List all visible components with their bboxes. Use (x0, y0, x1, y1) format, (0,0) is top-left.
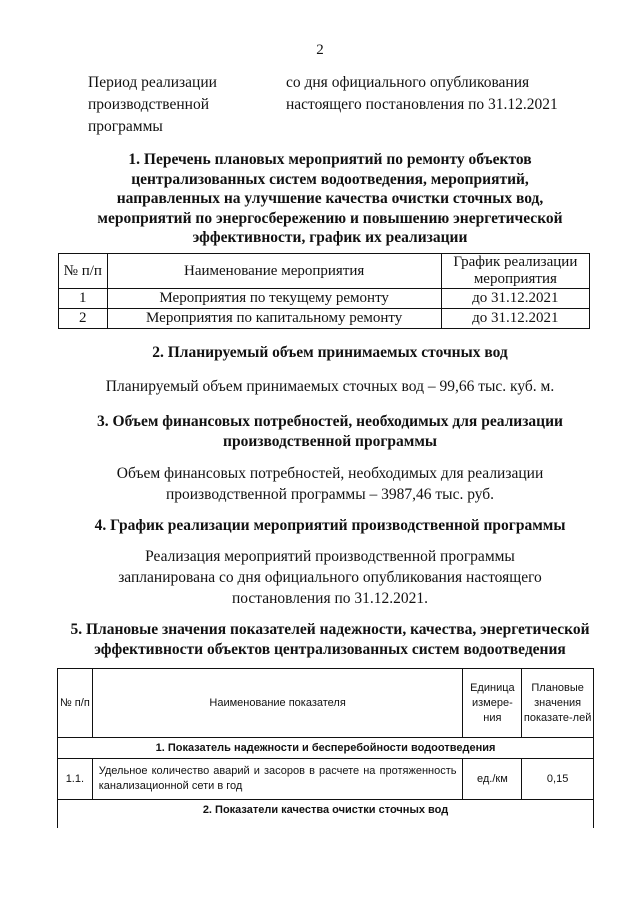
section-4-text: Реализация мероприятий производственной программы запланирована со дня официального опубликования настоящего постановления по 31.12.2021. (118, 548, 542, 607)
row-indicator: Удельное количество аварий и засоров в расчете на протяженность канализационной сети в год (92, 759, 463, 800)
header-number: № п/п (59, 254, 108, 289)
row-measure: Мероприятия по капитальному ремонту (107, 309, 441, 329)
section-5-heading: 5. Плановые значения показателей надежности, качества, энергетической эффективности объектов централизованных систем водоотведения (70, 621, 590, 658)
section-3-text: Объем финансовых потребностей, необходимых для реализации производственной программы – 3987,46 тыс. руб. (116, 465, 544, 503)
section-2-text: Планируемый объем принимаемых сточных вод – 99,66 тыс. куб. м. (105, 378, 555, 395)
header-unit: Единица измере-ния (463, 669, 522, 738)
table-row (59, 289, 590, 309)
row-number: 2 (59, 309, 108, 329)
table-row (58, 759, 594, 800)
row-number: 1.1. (58, 759, 93, 800)
table-header-row (59, 254, 590, 289)
row-measure: Мероприятия по текущему ремонту (107, 289, 441, 309)
section-1-heading: 1. Перечень плановых мероприятий по ремонту объектов централизованных систем водоотведения, мероприятий, направленных на улучшение качества очистки сточных вод, мероприятий по энергосбережению и повышению энергетической эффективности, график их реализации (97, 151, 563, 246)
header-indicator-name: Наименование показателя (92, 669, 463, 738)
row-deadline: до 31.12.2021 (441, 289, 589, 309)
row-number: 1 (59, 289, 108, 309)
table-header-row (58, 669, 594, 738)
measures-table (58, 253, 590, 329)
period-value: со дня официального опубликования настоящего постановления по 31.12.2021 (286, 74, 558, 113)
page-number: 2 (316, 42, 324, 58)
group-row (58, 800, 594, 828)
section-3-heading: 3. Объем финансовых потребностей, необходимых для реализации производственной программы (97, 413, 563, 450)
group-row (58, 738, 594, 759)
header-planned-values: Плановые значения показате-лей (522, 669, 594, 738)
table-row (59, 309, 590, 329)
indicators-table (57, 668, 594, 828)
header-number: № п/п (58, 669, 93, 738)
row-unit: ед./км (463, 759, 522, 800)
row-deadline: до 31.12.2021 (441, 309, 589, 329)
section-4-heading: 4. График реализации мероприятий производственной программы (94, 517, 566, 534)
section-2-heading: 2. Планируемый объем принимаемых сточных вод (152, 344, 508, 361)
period-label: Период реализации производственной программы (88, 74, 217, 135)
header-schedule: График реализации мероприятия (441, 254, 589, 289)
row-value: 0,15 (522, 759, 594, 800)
group-title: 2. Показатели качества очистки сточных вод (58, 800, 594, 828)
group-title: 1. Показатель надежности и бесперебойности водоотведения (58, 738, 594, 759)
header-measure-name: Наименование мероприятия (107, 254, 441, 289)
